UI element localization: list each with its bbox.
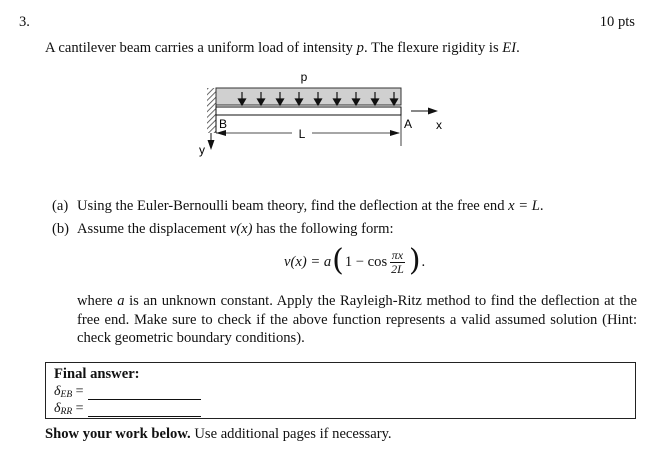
length-label: L: [298, 127, 306, 141]
beam: [216, 107, 401, 115]
part-a-text: Using the Euler-Bernoulli beam theory, find the deflection at the free end: [77, 198, 509, 214]
formula-open-paren: (: [332, 243, 344, 278]
points-label: 10 pts: [599, 14, 635, 30]
part-b-math: v(x): [229, 221, 253, 237]
formula-end: .: [421, 253, 426, 270]
delta-rr-equals: =: [75, 401, 84, 416]
delta-rr-symbol: δ: [54, 401, 61, 416]
part-b-label: (b): [52, 221, 70, 237]
fixed-end-label: B: [219, 117, 228, 131]
y-axis-label: y: [199, 143, 205, 157]
part-a-end: .: [539, 198, 544, 214]
displacement-formula: [284, 243, 426, 278]
y-axis-arrowhead: [208, 140, 215, 150]
x-axis-label: x: [436, 118, 442, 132]
part-b-text-1: Assume the displacement: [77, 221, 230, 237]
intro-rigidity-symbol: EI: [502, 40, 517, 56]
where-paragraph: [77, 292, 637, 348]
part-b-text-2: has the following form:: [252, 221, 394, 237]
x-axis-arrowhead: [428, 108, 438, 115]
final-answer-title: Final answer:: [54, 366, 140, 382]
where-text-2: is an unknown constant. Apply the Rayleigh-Ritz method to find the deflection at the free end. Make sure to check if the above function represents a valid assumed solution (Hint: check geometric boundary conditions).: [77, 293, 637, 346]
where-constant: a: [117, 293, 125, 309]
intro-text-2: . The flexure rigidity is: [363, 40, 503, 56]
answer-row-eb: [54, 384, 201, 400]
cantilever-beam-figure: [190, 66, 460, 166]
delta-rr-subscript: RR: [60, 407, 73, 417]
where-text-1: where: [77, 293, 118, 309]
question-number: 3.: [19, 14, 30, 30]
part-a-label: (a): [52, 198, 69, 214]
show-work-rest: Use additional pages if necessary.: [190, 426, 392, 442]
free-end-label: A: [404, 117, 413, 131]
part-b: [52, 220, 394, 238]
delta-eb-symbol: δ: [54, 384, 61, 399]
formula-fraction: [389, 249, 406, 276]
formula-denominator: 2L: [391, 261, 404, 276]
formula-lhs: v(x) = a: [284, 253, 332, 270]
intro-load-symbol: p: [356, 40, 364, 56]
intro-text-3: .: [516, 40, 520, 56]
length-arrow-right: [390, 130, 400, 136]
answer-row-rr: [54, 401, 201, 417]
fixed-support-hatch: [207, 88, 216, 133]
intro-text-1: A cantilever beam carries a uniform load of intensity: [45, 40, 357, 56]
part-a-math: x = L: [508, 198, 540, 214]
delta-eb-answer-line[interactable]: [88, 387, 201, 400]
final-answer-box: [45, 362, 636, 419]
delta-eb-subscript: EB: [60, 390, 73, 400]
load-label: p: [300, 70, 308, 84]
show-work-bold: Show your work below.: [45, 426, 191, 442]
problem-statement: [45, 39, 520, 57]
part-a: [52, 197, 544, 215]
delta-rr-answer-line[interactable]: [88, 404, 201, 417]
delta-eb-equals: =: [75, 384, 84, 399]
show-work-instruction: [45, 425, 392, 443]
formula-one-minus-cos: 1 − cos: [344, 253, 388, 270]
formula-close-paren: ): [408, 243, 421, 278]
formula-numerator: πx: [391, 247, 404, 262]
